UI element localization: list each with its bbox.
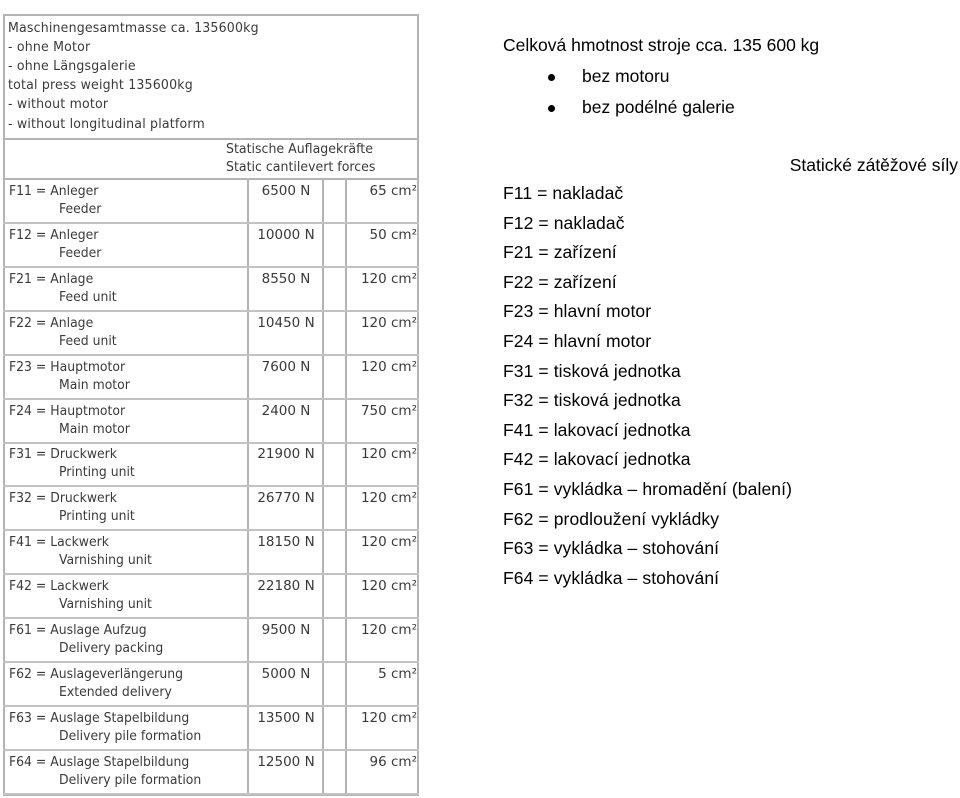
bullet-dot-icon	[548, 105, 555, 112]
row-label-en: Delivery packing	[59, 640, 164, 656]
row-area: 96 cm²	[369, 753, 417, 770]
row-area: 5 cm²	[378, 665, 417, 682]
drawing-table-row	[3, 224, 419, 268]
row-label-de: F62 = Auslageverlängerung	[9, 665, 183, 682]
row-label-en: Printing unit	[59, 508, 135, 525]
machine-weight-title: Celková hmotnost stroje cca. 135 600 kg	[503, 35, 820, 55]
force-list-item: F22 = zařízení	[503, 271, 617, 292]
drawing-header-line: total press weight 135600kg	[8, 77, 193, 93]
row-label-en: Feed unit	[59, 288, 117, 305]
row-area: 120 cm²	[360, 490, 417, 507]
row-force: 8550 N	[261, 270, 311, 287]
force-list-item: F63 = vykládka – stohování	[503, 538, 720, 559]
row-label-de: F22 = Anlage	[9, 314, 94, 331]
row-label-de: F63 = Auslage Stapelbildung	[9, 709, 190, 726]
row-label-en: Feed unit	[59, 332, 117, 349]
drawing-table-row	[3, 356, 419, 400]
row-area: 120 cm²	[360, 709, 417, 726]
force-list-item: F64 = vykládka – stohování	[503, 567, 720, 588]
section-title: Statické zátěžové síly	[789, 155, 958, 175]
row-area: 120 cm²	[360, 270, 417, 287]
row-force: 21900 N	[257, 446, 315, 463]
row-force: 10000 N	[257, 226, 315, 243]
row-force: 9500 N	[261, 622, 311, 638]
technical-drawing-table	[0, 8, 425, 796]
row-force: 12500 N	[257, 753, 315, 770]
row-force: 6500 N	[261, 183, 311, 199]
drawing-table-row	[3, 751, 419, 795]
drawing-table-row	[3, 531, 419, 575]
force-list-item: F42 = lakovací jednotka	[503, 449, 691, 470]
force-list-item: F21 = zařízení	[503, 242, 617, 263]
force-list-item: F23 = hlavní motor	[503, 301, 652, 322]
drawing-section-title-en: Static cantilevert forces	[226, 159, 376, 175]
row-label-de: F41 = Lackwerk	[9, 534, 109, 551]
row-area: 120 cm²	[360, 622, 417, 638]
row-label-en: Delivery pile formation	[59, 727, 202, 744]
row-label-en: Feeder	[59, 201, 102, 217]
bullet-text: bez podélné galerie	[582, 97, 735, 117]
translation-panel	[503, 0, 960, 798]
drawing-table-row	[3, 707, 419, 751]
row-label-de: F32 = Druckwerk	[9, 490, 117, 507]
drawing-table-row	[3, 663, 419, 707]
row-label-en: Varnishing unit	[59, 596, 152, 613]
row-force: 26770 N	[257, 490, 315, 507]
drawing-header-line: - without motor	[8, 96, 109, 112]
drawing-table-row	[3, 619, 419, 663]
row-label-de: F11 = Anleger	[9, 183, 99, 199]
bullet-item	[503, 66, 670, 87]
row-label-en: Feeder	[59, 244, 102, 261]
row-label-en: Delivery pile formation	[59, 771, 202, 788]
row-label-en: Extended delivery	[59, 683, 172, 700]
row-label-en: Main motor	[59, 376, 130, 393]
force-list-item: F61 = vykládka – hromadění (balení)	[503, 479, 793, 499]
drawing-table-row	[3, 487, 419, 531]
force-list-item: F41 = lakovací jednotka	[503, 419, 691, 440]
row-force: 5000 N	[261, 665, 311, 682]
force-list-item: F12 = nakladač	[503, 212, 625, 233]
row-label-de: F64 = Auslage Stapelbildung	[9, 753, 190, 770]
drawing-header-line: - without longitudinal platform	[8, 116, 205, 132]
row-label-de: F42 = Lackwerk	[9, 578, 109, 595]
drawing-table-row	[3, 312, 419, 356]
row-label-en: Main motor	[59, 420, 130, 437]
drawing-header-line: - ohne Längsgalerie	[8, 58, 136, 74]
row-area: 120 cm²	[360, 358, 417, 375]
bullet-dot-icon	[548, 74, 555, 81]
row-label-de: F31 = Druckwerk	[9, 446, 117, 463]
row-divider	[3, 793, 419, 795]
row-area: 65 cm²	[369, 183, 417, 199]
row-label-de: F23 = Hauptmotor	[9, 358, 126, 375]
row-label-de: F24 = Hauptmotor	[9, 402, 126, 419]
force-list-item: F32 = tisková jednotka	[503, 390, 681, 411]
drawing-table-row	[3, 400, 419, 444]
drawing-table-row	[3, 180, 419, 224]
row-force: 7600 N	[261, 358, 311, 375]
bullet-item	[503, 97, 735, 118]
force-list-item: F62 = prodloužení vykládky	[503, 508, 720, 529]
drawing-table-row	[3, 443, 419, 487]
drawing-table-row	[3, 268, 419, 312]
row-area: 120 cm²	[360, 578, 417, 595]
force-list-item: F11 = nakladač	[503, 183, 624, 203]
row-area: 120 cm²	[360, 534, 417, 551]
drawing-header-line: Maschinengesamtmasse ca. 135600kg	[8, 20, 259, 36]
row-force: 13500 N	[257, 709, 315, 726]
row-label-en: Varnishing unit	[59, 552, 152, 569]
drawing-table-row	[3, 575, 419, 619]
row-label-de: F61 = Auslage Aufzug	[9, 622, 147, 638]
force-list-item: F31 = tisková jednotka	[503, 360, 681, 381]
row-area: 50 cm²	[369, 226, 417, 243]
force-list-item: F24 = hlavní motor	[503, 331, 652, 351]
row-force: 2400 N	[261, 402, 311, 419]
row-force: 18150 N	[257, 534, 315, 551]
row-label-de: F12 = Anleger	[9, 226, 99, 243]
row-force: 22180 N	[257, 578, 315, 595]
row-force: 10450 N	[257, 314, 315, 331]
row-area: 750 cm²	[360, 402, 417, 419]
row-area: 120 cm²	[360, 446, 417, 463]
row-label-de: F21 = Anlage	[9, 270, 94, 287]
drawing-section-title-de: Statische Auflagekräfte	[226, 141, 373, 157]
row-label-en: Printing unit	[59, 464, 135, 481]
drawing-header-line: - ohne Motor	[8, 39, 91, 55]
bullet-text: bez motoru	[582, 66, 670, 86]
row-area: 120 cm²	[360, 314, 417, 331]
